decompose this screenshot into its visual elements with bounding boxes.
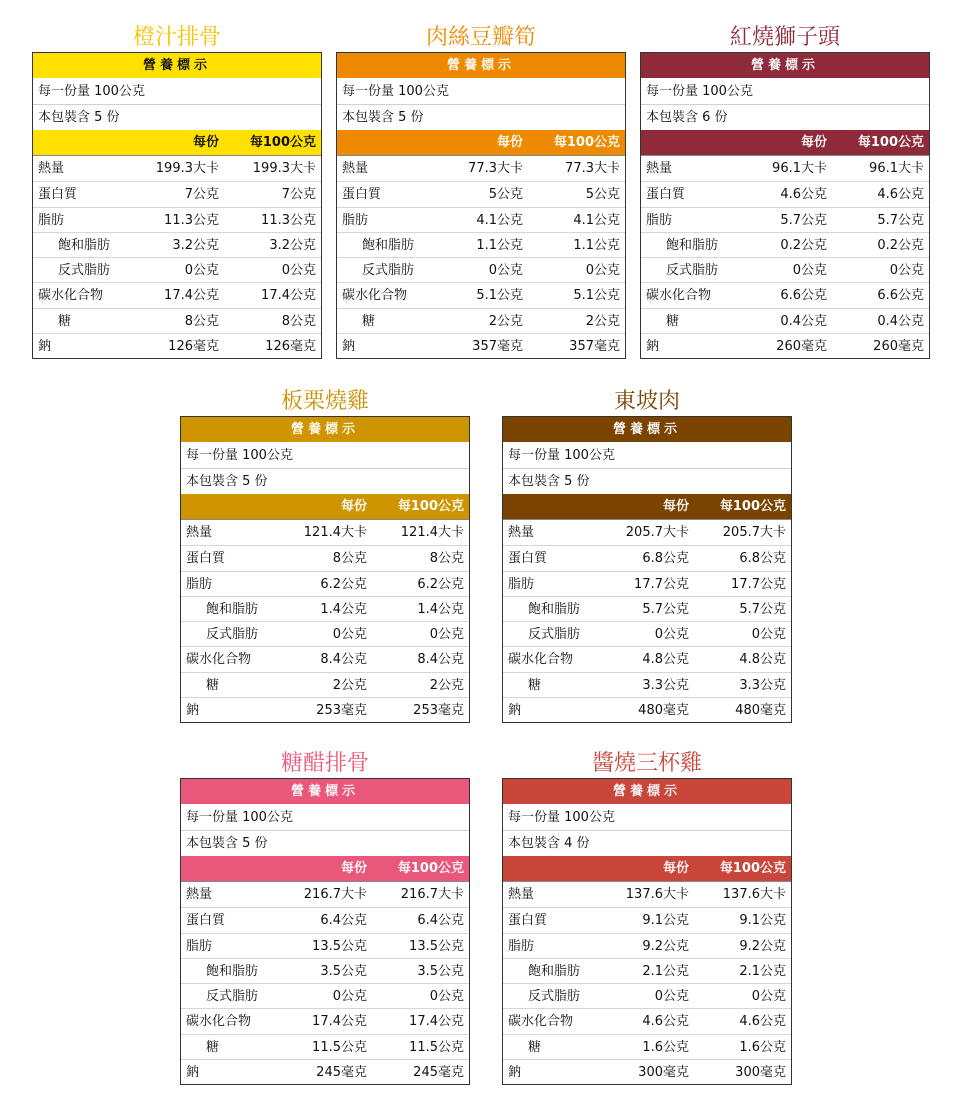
- per-100g-value: 5.7公克: [877, 212, 924, 228]
- nutrition-label: [180, 416, 470, 723]
- per-100g-value: 2公克: [429, 677, 464, 693]
- per-serving-value: 6.8公克: [642, 551, 689, 567]
- per-serving-value: 245毫克: [316, 1065, 367, 1081]
- servings-per-package: 本包裝含 4 份: [503, 830, 791, 856]
- per-serving-header: 每份: [340, 861, 367, 876]
- per-100g-value: 300毫克: [735, 1065, 786, 1081]
- per-serving-value: 0公克: [654, 627, 689, 643]
- nutrient-row: [503, 882, 791, 907]
- per-serving-value: 2公克: [332, 677, 367, 693]
- nutrient-name: 飽和脂肪: [362, 237, 415, 253]
- nutrient-name: 碳水化合物: [342, 288, 408, 304]
- per-100g-value: 260毫克: [873, 339, 924, 355]
- per-serving-value: 216.7大卡: [303, 887, 367, 902]
- label-header: 營養標示: [641, 53, 929, 78]
- per-serving-value: 5.7公克: [642, 601, 689, 617]
- per-serving-value: 357毫克: [472, 339, 523, 355]
- per-serving-value: 5.7公克: [780, 212, 827, 228]
- per-serving-value: 9.1公克: [642, 913, 689, 929]
- per-serving-value: 2公克: [488, 313, 523, 329]
- nutrition-label: [336, 52, 626, 359]
- nutrient-rows: [181, 881, 469, 1084]
- nutrient-rows: [641, 155, 929, 358]
- nutrient-name: 鈉: [186, 1065, 200, 1081]
- nutrient-name: 飽和脂肪: [528, 963, 581, 979]
- per-serving-value: 199.3大卡: [155, 161, 219, 176]
- per-100g-value: 8公克: [281, 313, 316, 329]
- label-header: 營養標示: [181, 779, 469, 804]
- column-header: [181, 494, 469, 519]
- per-serving-value: 9.2公克: [642, 938, 689, 954]
- per-serving-value: 253毫克: [316, 703, 367, 719]
- nutrition-label: [32, 52, 322, 359]
- per-100g-value: 6.4公克: [417, 913, 464, 929]
- column-header: [33, 130, 321, 155]
- per-100g-value: 4.1公克: [573, 212, 620, 228]
- per-100g-value: 199.3大卡: [252, 161, 316, 176]
- per-100g-value: 3.2公克: [269, 237, 316, 253]
- per-100g-value: 6.8公克: [739, 551, 786, 567]
- per-100g-value: 0公克: [585, 263, 620, 279]
- per-100g-value: 77.3大卡: [565, 161, 620, 176]
- nutrient-name: 鈉: [38, 339, 52, 355]
- dish-title: 橙汁排骨: [132, 25, 221, 50]
- nutrient-name: 蛋白質: [646, 187, 686, 203]
- nutrient-row: [503, 697, 791, 722]
- per-100g-value: 7公克: [281, 187, 316, 203]
- per-serving-value: 17.7公克: [634, 576, 689, 592]
- nutrition-card: [180, 388, 470, 723]
- nutrient-name: 熱量: [186, 525, 213, 540]
- nutrient-name: 反式脂肪: [362, 263, 415, 279]
- per-100g-value: 137.6大卡: [722, 887, 786, 902]
- nutrition-card: [180, 750, 470, 1085]
- per-100g-value: 11.5公克: [409, 1039, 464, 1055]
- per-100g-value: 205.7大卡: [722, 525, 786, 540]
- per-serving-value: 77.3大卡: [468, 161, 523, 176]
- per-serving-value: 205.7大卡: [625, 525, 689, 540]
- nutrition-card: [640, 24, 930, 359]
- dish-title: 紅燒獅子頭: [729, 25, 840, 50]
- per-100g-value: 9.1公克: [739, 913, 786, 929]
- per-serving-value: 7公克: [184, 187, 219, 203]
- per-100g-value: 4.6公克: [739, 1014, 786, 1030]
- per-serving-header: 每份: [800, 135, 827, 150]
- per-serving-value: 1.4公克: [320, 601, 367, 617]
- per-100g-value: 480毫克: [735, 703, 786, 719]
- per-serving-value: 5公克: [488, 187, 523, 203]
- nutrient-name: 鈉: [342, 339, 356, 355]
- nutrient-row: [337, 232, 625, 257]
- nutrient-name: 蛋白質: [186, 551, 226, 567]
- nutrient-name: 糖: [528, 1039, 542, 1055]
- column-header: [181, 856, 469, 881]
- nutrient-row: [503, 646, 791, 671]
- per-serving-value: 4.6公克: [780, 187, 827, 203]
- nutrient-name: 碳水化合物: [38, 288, 104, 304]
- per-serving-value: 300毫克: [638, 1065, 689, 1081]
- nutrient-row: [641, 232, 929, 257]
- nutrient-rows: [181, 519, 469, 722]
- nutrient-name: 脂肪: [508, 938, 535, 954]
- nutrition-label: [180, 778, 470, 1085]
- nutrient-row: [181, 1034, 469, 1059]
- nutrient-row: [181, 646, 469, 671]
- nutrient-name: 鈉: [646, 339, 660, 355]
- nutrient-rows: [33, 155, 321, 358]
- per-100g-value: 126毫克: [265, 339, 316, 355]
- nutrient-row: [33, 257, 321, 282]
- nutrient-row: [33, 181, 321, 206]
- per-serving-value: 96.1大卡: [772, 161, 827, 176]
- serving-size: 每一份量 100公克: [503, 804, 791, 830]
- nutrient-row: [181, 596, 469, 621]
- nutrient-row: [33, 207, 321, 232]
- nutrient-row: [503, 571, 791, 596]
- nutrient-name: 反式脂肪: [666, 263, 719, 279]
- dish-title: 肉絲豆瓣筍: [425, 25, 536, 50]
- column-header: [503, 856, 791, 881]
- per-serving-value: 4.8公克: [642, 652, 689, 668]
- per-100g-value: 357毫克: [569, 339, 620, 355]
- nutrient-row: [503, 1034, 791, 1059]
- nutrient-name: 脂肪: [186, 938, 213, 954]
- per-serving-value: 8公克: [184, 313, 219, 329]
- per-serving-value: 2.1公克: [642, 963, 689, 979]
- servings-per-package: 本包裝含 5 份: [181, 830, 469, 856]
- per-serving-value: 1.6公克: [642, 1039, 689, 1055]
- nutrient-row: [641, 257, 929, 282]
- per-serving-value: 3.2公克: [172, 237, 219, 253]
- nutrient-name: 熱量: [646, 161, 673, 176]
- nutrient-row: [503, 621, 791, 646]
- nutrient-rows: [503, 881, 791, 1084]
- nutrient-name: 糖: [206, 677, 220, 693]
- per-100g-value: 1.6公克: [739, 1039, 786, 1055]
- per-100g-value: 2公克: [585, 313, 620, 329]
- nutrient-name: 飽和脂肪: [528, 601, 581, 617]
- nutrient-name: 蛋白質: [342, 187, 382, 203]
- per-100g-value: 5公克: [585, 187, 620, 203]
- per-100g-value: 17.4公克: [409, 1014, 464, 1030]
- per-serving-value: 17.4公克: [164, 288, 219, 304]
- nutrient-name: 脂肪: [646, 212, 673, 228]
- nutrition-label: [640, 52, 930, 359]
- per-100g-value: 17.7公克: [731, 576, 786, 592]
- per-serving-value: 5.1公克: [476, 288, 523, 304]
- nutrient-row: [503, 596, 791, 621]
- nutrient-row: [337, 257, 625, 282]
- nutrition-label: [502, 778, 792, 1085]
- nutrient-name: 脂肪: [342, 212, 369, 228]
- per-100g-value: 6.6公克: [877, 288, 924, 304]
- dish-title: 糖醋排骨: [280, 751, 369, 776]
- nutrient-name: 糖: [666, 313, 680, 329]
- nutrient-name: 碳水化合物: [186, 1014, 252, 1030]
- per-100g-value: 96.1大卡: [869, 161, 924, 176]
- per-serving-header: 每份: [192, 135, 219, 150]
- label-header: 營養標示: [181, 417, 469, 442]
- nutrient-row: [181, 545, 469, 570]
- per-100g-value: 0公克: [751, 989, 786, 1005]
- nutrient-name: 熱量: [508, 525, 535, 540]
- nutrient-name: 脂肪: [186, 576, 213, 592]
- per-100g-header: 每100公克: [553, 135, 620, 150]
- per-100g-value: 6.2公克: [417, 576, 464, 592]
- nutrition-label: [502, 416, 792, 723]
- nutrient-row: [337, 181, 625, 206]
- nutrient-row: [337, 207, 625, 232]
- per-100g-value: 17.4公克: [261, 288, 316, 304]
- nutrient-row: [641, 308, 929, 333]
- nutrient-row: [503, 983, 791, 1008]
- serving-size: 每一份量 100公克: [641, 78, 929, 104]
- per-serving-value: 4.1公克: [476, 212, 523, 228]
- nutrient-row: [641, 181, 929, 206]
- per-100g-header: 每100公克: [397, 499, 464, 514]
- per-serving-value: 6.6公克: [780, 288, 827, 304]
- servings-per-package: 本包裝含 5 份: [181, 468, 469, 494]
- per-100g-value: 8.4公克: [417, 652, 464, 668]
- per-100g-value: 0.4公克: [877, 313, 924, 329]
- nutrient-row: [181, 983, 469, 1008]
- per-100g-value: 253毫克: [413, 703, 464, 719]
- nutrient-name: 鈉: [508, 703, 522, 719]
- nutrient-row: [503, 545, 791, 570]
- nutrient-row: [181, 933, 469, 958]
- per-serving-value: 121.4大卡: [303, 525, 367, 540]
- nutrient-row: [503, 520, 791, 545]
- nutrient-name: 碳水化合物: [646, 288, 712, 304]
- nutrient-name: 蛋白質: [508, 913, 548, 929]
- label-header: 營養標示: [503, 779, 791, 804]
- nutrient-name: 糖: [58, 313, 72, 329]
- per-100g-header: 每100公克: [719, 861, 786, 876]
- per-serving-value: 0公克: [332, 989, 367, 1005]
- per-100g-value: 1.4公克: [417, 601, 464, 617]
- per-serving-value: 0.4公克: [780, 313, 827, 329]
- per-serving-header: 每份: [662, 861, 689, 876]
- nutrient-row: [181, 882, 469, 907]
- per-serving-value: 8.4公克: [320, 652, 367, 668]
- per-serving-header: 每份: [340, 499, 367, 514]
- nutrient-name: 碳水化合物: [186, 652, 252, 668]
- per-serving-value: 0公克: [184, 263, 219, 279]
- per-100g-value: 11.3公克: [261, 212, 316, 228]
- per-100g-value: 0公克: [889, 263, 924, 279]
- per-serving-value: 4.6公克: [642, 1014, 689, 1030]
- dish-title: 醬燒三杯雞: [591, 751, 702, 776]
- nutrient-row: [181, 571, 469, 596]
- per-100g-value: 8公克: [429, 551, 464, 567]
- per-100g-value: 1.1公克: [573, 237, 620, 253]
- nutrient-row: [181, 520, 469, 545]
- per-serving-value: 3.5公克: [320, 963, 367, 979]
- nutrition-card: [336, 24, 626, 359]
- nutrient-name: 蛋白質: [508, 551, 548, 567]
- nutrient-row: [641, 207, 929, 232]
- per-100g-value: 4.6公克: [877, 187, 924, 203]
- nutrient-row: [181, 958, 469, 983]
- nutrient-row: [503, 907, 791, 932]
- nutrient-name: 熱量: [38, 161, 65, 176]
- nutrient-row: [33, 156, 321, 181]
- per-100g-value: 4.8公克: [739, 652, 786, 668]
- nutrient-row: [337, 282, 625, 307]
- nutrient-name: 反式脂肪: [528, 989, 581, 1005]
- per-serving-value: 13.5公克: [312, 938, 367, 954]
- serving-size: 每一份量 100公克: [503, 442, 791, 468]
- column-header: [503, 494, 791, 519]
- per-100g-value: 0.2公克: [877, 237, 924, 253]
- nutrient-row: [33, 232, 321, 257]
- nutrient-row: [337, 333, 625, 358]
- per-100g-header: 每100公克: [249, 135, 316, 150]
- per-serving-value: 260毫克: [776, 339, 827, 355]
- serving-size: 每一份量 100公克: [33, 78, 321, 104]
- per-serving-value: 137.6大卡: [625, 887, 689, 902]
- nutrient-row: [503, 1008, 791, 1033]
- per-serving-header: 每份: [662, 499, 689, 514]
- per-serving-value: 6.4公克: [320, 913, 367, 929]
- per-serving-value: 0.2公克: [780, 237, 827, 253]
- nutrient-row: [503, 958, 791, 983]
- nutrient-row: [641, 282, 929, 307]
- nutrient-name: 熱量: [186, 887, 213, 902]
- per-serving-value: 126毫克: [168, 339, 219, 355]
- per-100g-value: 13.5公克: [409, 938, 464, 954]
- column-header: [337, 130, 625, 155]
- nutrient-name: 糖: [528, 677, 542, 693]
- serving-size: 每一份量 100公克: [337, 78, 625, 104]
- nutrient-rows: [337, 155, 625, 358]
- per-100g-value: 3.3公克: [739, 677, 786, 693]
- nutrient-name: 碳水化合物: [508, 652, 574, 668]
- nutrient-row: [503, 1059, 791, 1084]
- nutrient-name: 鈉: [186, 703, 200, 719]
- per-100g-header: 每100公克: [857, 135, 924, 150]
- serving-size: 每一份量 100公克: [181, 442, 469, 468]
- servings-per-package: 本包裝含 5 份: [503, 468, 791, 494]
- per-serving-value: 480毫克: [638, 703, 689, 719]
- nutrient-name: 蛋白質: [186, 913, 226, 929]
- nutrition-card: [502, 750, 792, 1085]
- per-serving-value: 0公克: [792, 263, 827, 279]
- per-serving-value: 6.2公克: [320, 576, 367, 592]
- per-serving-value: 0公克: [488, 263, 523, 279]
- nutrient-name: 飽和脂肪: [666, 237, 719, 253]
- nutrient-name: 反式脂肪: [206, 627, 259, 643]
- nutrient-rows: [503, 519, 791, 722]
- per-100g-value: 0公克: [429, 989, 464, 1005]
- per-100g-header: 每100公克: [719, 499, 786, 514]
- per-100g-value: 0公克: [429, 627, 464, 643]
- servings-per-package: 本包裝含 5 份: [33, 104, 321, 130]
- nutrient-name: 反式脂肪: [206, 989, 259, 1005]
- per-100g-value: 5.7公克: [739, 601, 786, 617]
- serving-size: 每一份量 100公克: [181, 804, 469, 830]
- nutrient-name: 糖: [206, 1039, 220, 1055]
- nutrient-row: [33, 282, 321, 307]
- nutrient-row: [181, 1008, 469, 1033]
- nutrient-name: 糖: [362, 313, 376, 329]
- nutrient-row: [33, 308, 321, 333]
- per-100g-value: 216.7大卡: [400, 887, 464, 902]
- per-serving-value: 11.5公克: [312, 1039, 367, 1055]
- nutrient-row: [181, 621, 469, 646]
- nutrient-name: 脂肪: [508, 576, 535, 592]
- nutrient-row: [181, 1059, 469, 1084]
- per-serving-value: 8公克: [332, 551, 367, 567]
- nutrient-name: 熱量: [342, 161, 369, 176]
- nutrient-row: [181, 907, 469, 932]
- column-header: [641, 130, 929, 155]
- nutrient-row: [337, 308, 625, 333]
- nutrient-name: 鈉: [508, 1065, 522, 1081]
- per-100g-value: 5.1公克: [573, 288, 620, 304]
- per-100g-value: 0公克: [281, 263, 316, 279]
- per-100g-value: 9.2公克: [739, 938, 786, 954]
- per-100g-header: 每100公克: [397, 861, 464, 876]
- nutrient-row: [641, 333, 929, 358]
- per-serving-header: 每份: [496, 135, 523, 150]
- label-header: 營養標示: [33, 53, 321, 78]
- nutrient-name: 碳水化合物: [508, 1014, 574, 1030]
- nutrient-name: 反式脂肪: [58, 263, 111, 279]
- servings-per-package: 本包裝含 5 份: [337, 104, 625, 130]
- per-serving-value: 11.3公克: [164, 212, 219, 228]
- nutrient-row: [33, 333, 321, 358]
- per-100g-value: 0公克: [751, 627, 786, 643]
- nutrient-name: 蛋白質: [38, 187, 78, 203]
- nutrient-row: [503, 933, 791, 958]
- nutrient-row: [337, 156, 625, 181]
- nutrient-name: 熱量: [508, 887, 535, 902]
- per-100g-value: 2.1公克: [739, 963, 786, 979]
- per-100g-value: 245毫克: [413, 1065, 464, 1081]
- per-serving-value: 17.4公克: [312, 1014, 367, 1030]
- per-serving-value: 0公克: [332, 627, 367, 643]
- nutrient-name: 反式脂肪: [528, 627, 581, 643]
- nutrient-name: 飽和脂肪: [206, 963, 259, 979]
- nutrient-row: [181, 672, 469, 697]
- label-header: 營養標示: [337, 53, 625, 78]
- nutrition-card: [32, 24, 322, 359]
- nutrient-name: 飽和脂肪: [206, 601, 259, 617]
- dish-title: 板栗燒雞: [280, 389, 369, 414]
- nutrient-name: 脂肪: [38, 212, 65, 228]
- nutrient-row: [641, 156, 929, 181]
- per-100g-value: 121.4大卡: [400, 525, 464, 540]
- nutrient-row: [181, 697, 469, 722]
- nutrition-card: [502, 388, 792, 723]
- nutrient-name: 飽和脂肪: [58, 237, 111, 253]
- dish-title: 東坡肉: [613, 389, 680, 414]
- per-serving-value: 0公克: [654, 989, 689, 1005]
- servings-per-package: 本包裝含 6 份: [641, 104, 929, 130]
- nutrient-row: [503, 672, 791, 697]
- label-header: 營養標示: [503, 417, 791, 442]
- per-serving-value: 1.1公克: [476, 237, 523, 253]
- per-100g-value: 3.5公克: [417, 963, 464, 979]
- per-serving-value: 3.3公克: [642, 677, 689, 693]
